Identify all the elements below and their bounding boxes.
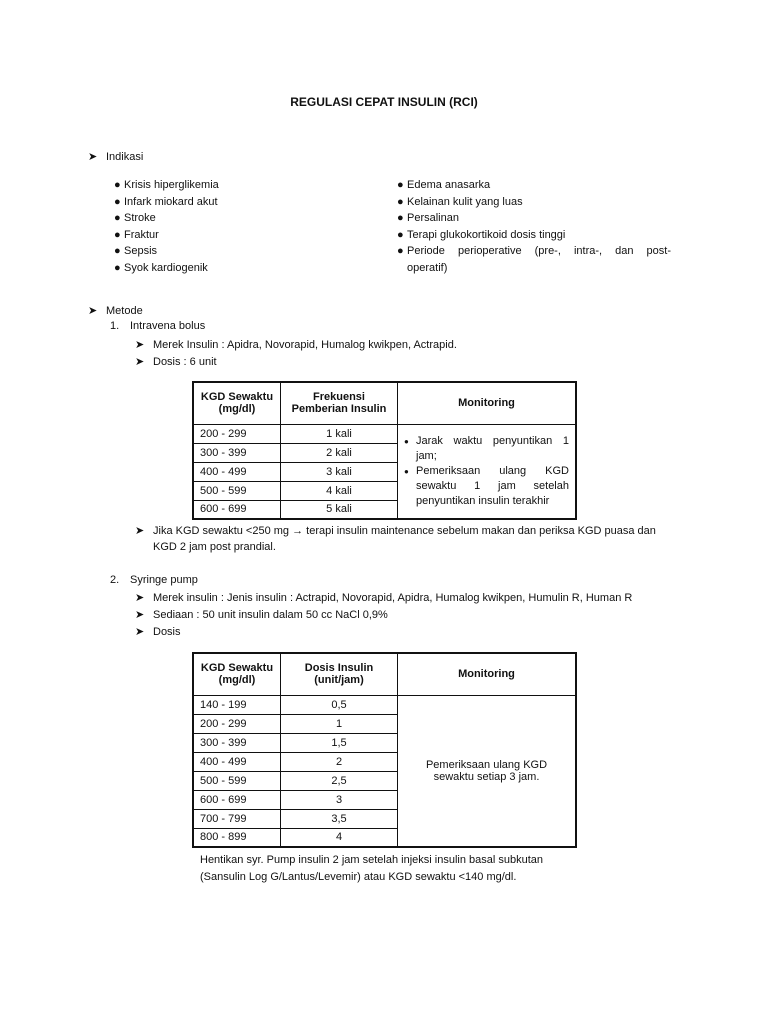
bullet-icon: ●: [114, 245, 121, 257]
table-row: 500 - 599 2,5: [193, 771, 576, 790]
method-2-sediaan: ➤ Sediaan : 50 unit insulin dalam 50 cc NaCl 0,9%: [135, 609, 388, 621]
list-item: ● Pemeriksaan ulang KGD sewaktu 1 jam setelah penyuntikan insulin terakhir: [404, 464, 569, 509]
list-item: ● Terapi glukokortikoid dosis tinggi: [397, 227, 671, 244]
arrow-bullet-icon: ➤: [135, 592, 145, 604]
bullet-icon: ●: [397, 228, 404, 241]
list-item: ● Periode perioperative (pre-, intra-, dan post-: [397, 243, 671, 260]
bullet-icon: ●: [397, 245, 404, 257]
method-2-note-line1: Hentikan syr. Pump insulin 2 jam setelah injeksi insulin basal subkutan: [200, 854, 544, 866]
method-2-note-line2: (Sansulin Log G/Lantus/Levemir) atau KGD sewaktu <140 mg/dl.: [200, 871, 517, 883]
table-row: 140 - 199 0,5 Pemeriksaan ulang KGD sewaktu setiap 3 jam.: [193, 695, 576, 714]
bullet-icon: ●: [114, 195, 121, 208]
indikasi-left-list: [114, 177, 219, 276]
arrow-bullet-icon: ➤: [88, 305, 98, 317]
bullet-icon: ●: [397, 212, 404, 224]
table-header-monitoring: Monitoring: [398, 653, 577, 695]
table-row: 400 - 499 3 kali: [193, 462, 576, 481]
list-item: ● Sepsis: [114, 243, 219, 260]
bullet-icon: ●: [114, 179, 121, 191]
method-2-merek: ➤ Merek insulin : Jenis insulin : Actrapid, Novorapid, Apidra, Humalog kwikpen, Humulin R, Human R: [135, 592, 633, 604]
method-2-title: 2. Syringe pump: [110, 574, 198, 586]
bullet-icon: ●: [114, 228, 121, 241]
list-item: ● Fraktur: [114, 227, 219, 244]
table-row: 300 - 399 2 kali: [193, 443, 576, 462]
list-item: ● Jarak waktu penyuntikan 1 jam;: [404, 434, 569, 464]
indikasi-heading: ➤ Indikasi: [88, 151, 144, 163]
arrow-bullet-icon: ➤: [88, 151, 98, 163]
arrow-bullet-icon: ➤: [135, 626, 145, 638]
list-item: ● Infark miokard akut: [114, 194, 219, 211]
method-1-note-line2: KGD 2 jam post prandial.: [153, 541, 276, 553]
list-item: ● Kelainan kulit yang luas: [397, 194, 671, 211]
bolus-table: [192, 381, 577, 520]
indikasi-right-list: [397, 177, 671, 276]
table-header-kgd: KGD Sewaktu (mg/dl): [193, 382, 281, 424]
table-row: 400 - 499 2: [193, 752, 576, 771]
list-item: ● Persalinan: [397, 210, 671, 227]
arrow-bullet-icon: ➤: [135, 609, 145, 621]
method-1-title: 1. Intravena bolus: [110, 320, 206, 332]
syringe-pump-table: [192, 652, 577, 848]
table-row: 500 - 599 4 kali: [193, 481, 576, 500]
table-header-dosis: Dosis Insulin (unit/jam): [281, 653, 398, 695]
bullet-icon: ●: [397, 179, 404, 191]
arrow-bullet-icon: ➤: [135, 339, 145, 351]
bullet-icon: ●: [397, 195, 404, 208]
table-header-kgd: KGD Sewaktu (mg/dl): [193, 653, 281, 695]
table-row: 200 - 299 1: [193, 714, 576, 733]
table-row: 300 - 399 1,5: [193, 733, 576, 752]
document-title: REGULASI CEPAT INSULIN (RCI): [290, 95, 478, 109]
monitoring-cell: Pemeriksaan ulang KGD sewaktu setiap 3 jam.: [398, 695, 577, 847]
table-row: 800 - 899 4: [193, 828, 576, 847]
bullet-icon: ●: [114, 261, 121, 274]
arrow-bullet-icon: ➤: [135, 525, 145, 537]
table-header-frekuensi: Frekuensi Pemberian Insulin: [281, 382, 398, 424]
arrow-bullet-icon: ➤: [135, 356, 145, 368]
table-row: 200 - 299 1 kali ● Jarak waktu penyuntikan 1 jam; ● Pemeriksaan ulang KGD sewaktu 1 jam setelah penyuntikan insulin terakhir: [193, 424, 576, 443]
bullet-icon: ●: [114, 212, 121, 224]
list-item: ● Edema anasarka: [397, 177, 671, 194]
method-1-note-line1: ➤ Jika KGD sewaktu <250 mg → terapi insulin maintenance sebelum makan dan periksa KGD puasa dan: [135, 525, 656, 537]
table-row: 700 - 799 3,5: [193, 809, 576, 828]
list-item: operatif): [407, 261, 448, 274]
method-2-dosis: ➤ Dosis: [135, 626, 181, 638]
table-row: 600 - 699 5 kali: [193, 500, 576, 519]
list-item: ● Stroke: [114, 210, 219, 227]
metode-heading: ➤ Metode: [88, 305, 143, 317]
list-item: ● Syok kardiogenik: [114, 260, 219, 277]
monitoring-cell: [398, 424, 577, 519]
list-item: ● Krisis hiperglikemia: [114, 177, 219, 194]
method-1-merek: ➤ Merek Insulin : Apidra, Novorapid, Humalog kwikpen, Actrapid.: [135, 339, 457, 351]
method-1-dosis: ➤ Dosis : 6 unit: [135, 356, 217, 368]
table-row: 600 - 699 3: [193, 790, 576, 809]
table-header-monitoring: Monitoring: [398, 382, 577, 424]
